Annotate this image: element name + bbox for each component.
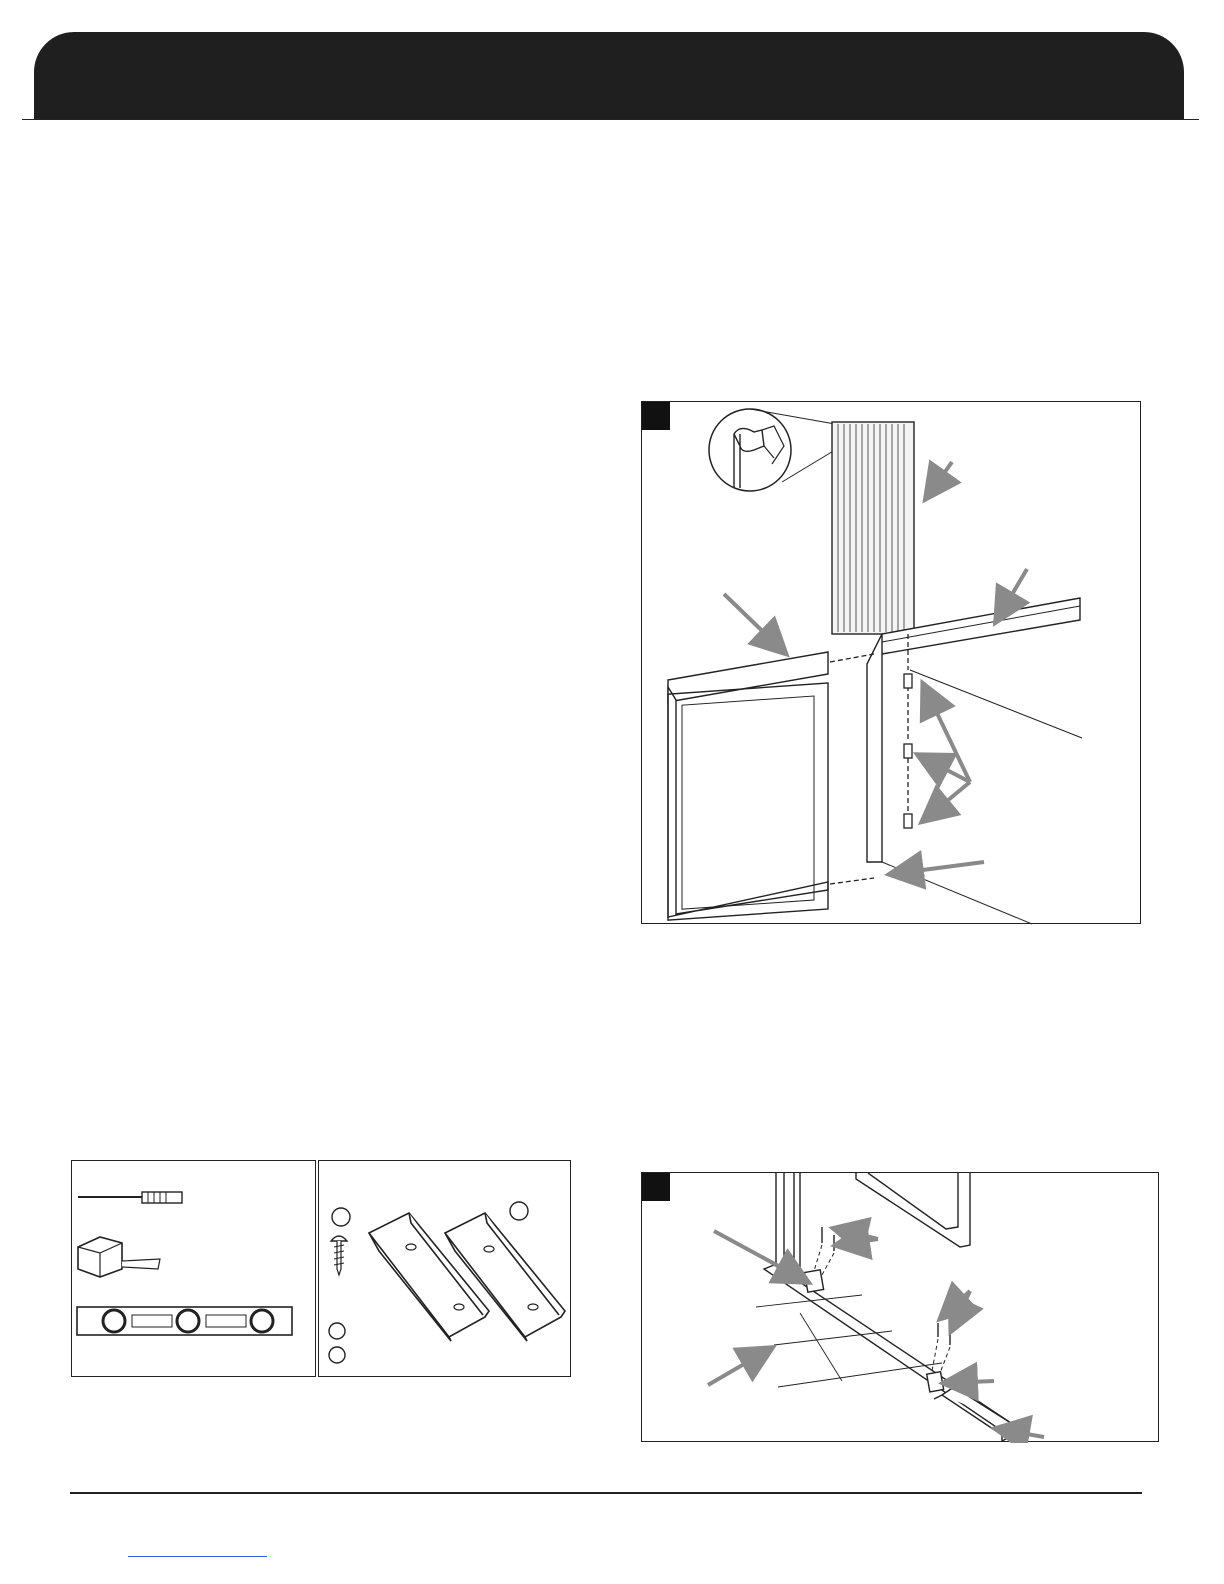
window-sash [867, 634, 1082, 924]
detail-magnifier [709, 409, 835, 491]
screwdriver-icon [78, 1192, 182, 1203]
hardware-panel [318, 1160, 571, 1377]
figure-install-panels [641, 401, 1141, 924]
extension-panel-frame [668, 652, 828, 920]
footer-link-underline[interactable] [128, 1556, 267, 1557]
hardware-illustration [319, 1161, 572, 1378]
tools-panel [71, 1160, 316, 1377]
screw-icon [331, 1236, 347, 1275]
window-sill [764, 1265, 1014, 1441]
part-label-circle [510, 1202, 528, 1220]
footer-rule [70, 1492, 1142, 1494]
sill-bracket-illustration [642, 1173, 1160, 1443]
figure-sill-bracket [641, 1172, 1159, 1442]
part-label-circle [329, 1323, 345, 1339]
install-panels-illustration [642, 402, 1142, 925]
level-icon [77, 1307, 292, 1335]
part-label-circle [329, 1347, 345, 1363]
part-label-circle [332, 1208, 350, 1226]
header-bar [34, 32, 1184, 120]
accordion-curtain [832, 422, 914, 634]
window-frame [776, 1173, 970, 1279]
header-rule [22, 119, 1199, 120]
tape-measure-icon [78, 1237, 160, 1277]
tools-illustration [72, 1161, 317, 1378]
